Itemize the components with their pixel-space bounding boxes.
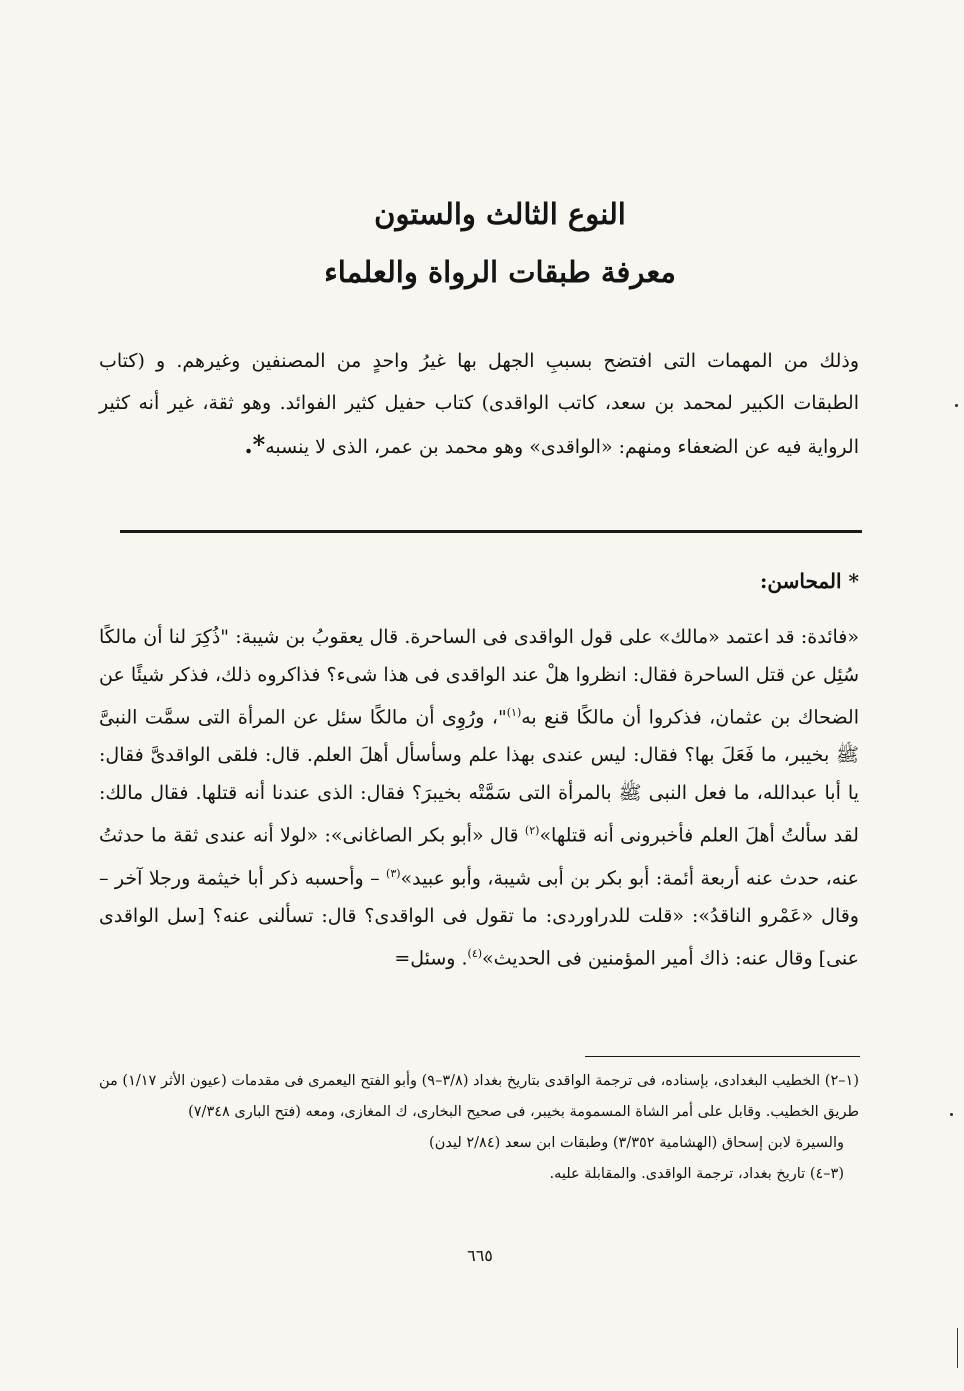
intro-paragraph bbox=[99, 340, 859, 468]
footnote-ref: (١) bbox=[506, 706, 522, 719]
scan-speck bbox=[955, 404, 958, 407]
footnotes bbox=[99, 1066, 859, 1190]
scan-speck bbox=[950, 1113, 953, 1116]
footnote-ref: (٢) bbox=[524, 824, 540, 838]
footnote: والسيرة لابن إسحاق (الهشامية ٣/٣٥٢) وطبقات ابن سعد (٢/٨٤ ليدن) bbox=[429, 1135, 844, 1151]
footnote-ref: (٣) bbox=[386, 866, 401, 880]
notes-paragraph bbox=[99, 618, 859, 977]
notes-text: – وأحسبه ذكر أبا خيثمة ورجلا آخر – وقال «عَمْرو الناقدُ»: «قلت للدراوردى: ما تقول فى الواقدى؟ قال: تسألنى عنه؟ [سل الواقدى عنى] وقال عنه: ذاك أمير المؤمنين فى الحديث» bbox=[99, 866, 859, 970]
chapter-title: النوع الثالث والستون bbox=[374, 197, 626, 231]
notes-text: . وسئل= bbox=[394, 947, 468, 970]
footnote-ref: (٤) bbox=[467, 946, 483, 960]
notes-text: «فائدة: قد اعتمد «مالك» على قول الواقدى فى الساحرة. قال يعقوبُ بن شيبة: "ذُكِرَ لنا أن مالكًا سُئِل عن قتل الساحرة فقال: انظروا هلْ عند الواقدى فى هذا شىء؟ فذاكروه ذلك، فذكر شيئًا عن الضحاك بن عثمان، فذكروا أن مالكًا قنع به bbox=[99, 626, 859, 729]
notes-text: "، ورُوِى أن مالكًا سئل عن المرأة التى سمَّت النبىَّ ﷺ بخيبر، ما فَعَلَ بها؟ فقال: ليس عندى بهذا علم وسأسأل أهلَ العلم. قال: فلقى الواقدىَّ فقال: يا أبا عبدالله، ما فعل النبى ﷺ بالمرأة التى سَمَّتْه بخيبرَ؟ فقال: الذى عندنا أنه قتلها. فقال مالك: لقد سألتُ أهلَ العلم فأخبرونى أنه قتلها» bbox=[99, 706, 859, 847]
scan-edge-mark bbox=[957, 1328, 958, 1368]
notes-heading: * المحاسن: bbox=[759, 569, 859, 593]
page-number: ٦٦٥ bbox=[467, 1246, 493, 1265]
footnote: (٣–٤) تاريخ بغداد، ترجمة الواقدى. والمقابلة عليه. bbox=[549, 1166, 844, 1182]
intro-text: وذلك من المهمات التى افتضح بسببِ الجهل بها غيرُ واحدٍ من المصنفين وغيرهم. و (كتاب الطبقات الكبير لمحمد بن سعد، كاتب الواقدى) كتاب حفيل كثير الفوائد. وهو ثقة، غير أنه كثير الرواية فيه عن الضعفاء ومنهم: «الواقدى» وهو محمد بن عمر، الذى لا ينسبه bbox=[99, 350, 859, 458]
footnote-divider bbox=[585, 1056, 860, 1057]
footnote: (١–٢) الخطيب البغدادى، بإسناده، فى ترجمة الواقدى بتاريخ بغداد (٣/٨–٩) وأبو الفتح اليعمرى فى مقدمات (عيون الأثر ١/١٧) من طريق الخطيب. وقابل على أمر الشاة المسمومة بخيبر، فى صحيح البخارى، ك المغازى، ومعه (فتح البارى ٧/٣٤٨) bbox=[99, 1073, 859, 1120]
asterisk-marker: *. bbox=[244, 430, 266, 459]
notes-text: قال «أبو بكر الصاغانى»: «لولا أنه عندى ثقة ما حدثتُ عنه، حدث عنه أربعة أئمة: أبو بكر بن أبى شيبة، وأبو عبيد» bbox=[99, 824, 859, 889]
section-divider bbox=[120, 530, 862, 533]
chapter-subtitle: معرفة طبقات الرواة والعلماء bbox=[324, 255, 676, 289]
